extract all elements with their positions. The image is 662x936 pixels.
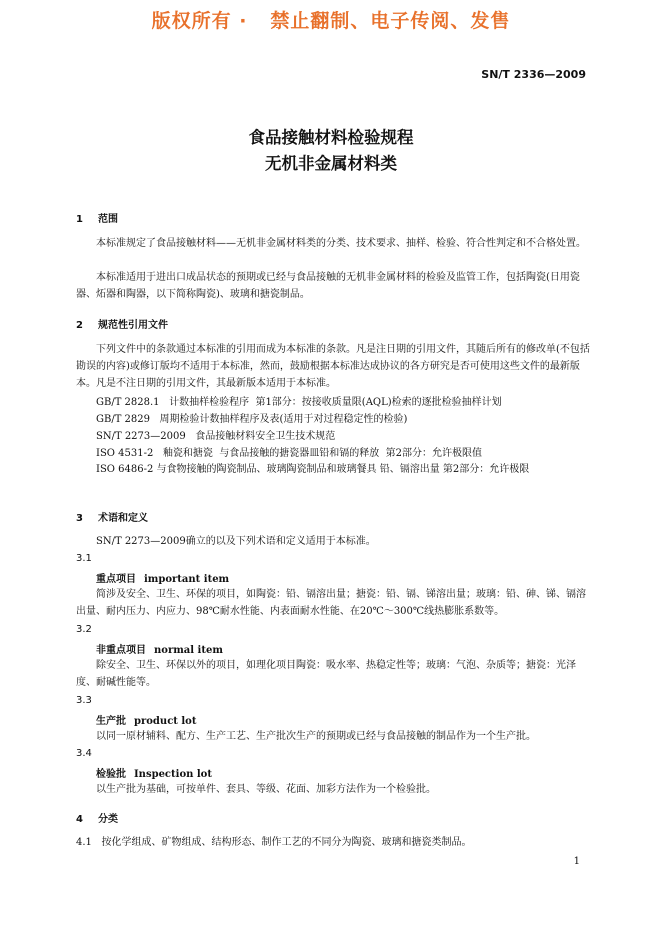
reference-item: GB/T 2828.1 计数抽样检验程序 第1部分：按接收质量限(AQL)检索的逐批检验抽样计划 [96,397,502,408]
standard-number: SN/T 2336—2009 [481,68,586,81]
term-cn: 非重点项目 [96,645,146,656]
page-number: 1 [573,856,580,867]
term-number: 3.3 [76,695,92,706]
section-3-heading [76,509,148,524]
term-title [96,765,212,780]
document-subtitle: 无机非金属材料类 [265,154,397,173]
term-cn: 重点项目 [96,574,136,585]
term-en: normal item [154,645,223,656]
paragraph: 本标准规定了食品接触材料——无机非金属材料类的分类、技术要求、抽样、检验、符合性判定和不合格处置。 [96,238,586,249]
watermark-banner: 版权所有 · 禁止翻制、电子传阅、发售 [151,10,511,32]
document-title: 食品接触材料检验规程 [248,128,414,147]
section-2-heading [76,316,168,331]
term-definition: 以生产批为基础，可按单件、套具、等级、花面、加彩方法作为一个检验批。 [96,784,436,795]
term-definition: 简涉及安全、卫生、环保的项目，如陶瓷：铅、镉溶出量；搪瓷：铅、镉、锑溶出量；玻璃：铅、砷、锑、镉溶出量、耐内压力、内应力、98℃耐水性能、内表面耐水性能、在20℃～300℃线热膨胀系数等。 [76,589,586,617]
term-en: important item [144,574,230,585]
term-title [96,641,223,656]
paragraph: 下列文件中的条款通过本标准的引用而成为本标准的条款。凡是注日期的引用文件，其随后所有的修改单(不包括勘误的内容)或修订版均不适用于本标准，然而，鼓励根据本标准达成协议的各方研究是否可使用这些文件的最新版本。凡是不注日期的引用文件，其最新版本适用于本标准。 [76,344,590,389]
paragraph: SN/T 2273—2009确立的以及下列术语和定义适用于本标准。 [96,536,376,547]
section-number: 3 [76,513,83,524]
term-title [96,570,229,585]
term-cn: 生产批 [96,716,126,727]
term-en: product lot [134,716,197,727]
section-4-heading [76,810,118,825]
paragraph: 本标准适用于进出口成品状态的预期或已经与食品接触的无机非金属材料的检验及监管工作，包括陶瓷(日用瓷器、炻器和陶器，以下简称陶瓷)、玻璃和搪瓷制品。 [76,272,580,300]
term-definition: 除安全、卫生、环保以外的项目，如理化项目陶瓷：吸水率、热稳定性等；玻璃：气泡、杂质等；搪瓷：光泽度、耐碱性能等。 [76,660,576,688]
term-number: 3.2 [76,624,92,635]
term-cn: 检验批 [96,769,126,780]
reference-item: GB/T 2829 周期检验计数抽样程序及表(适用于对过程稳定性的检验) [96,414,408,425]
reference-item: ISO 6486-2 与食物接触的陶瓷制品、玻璃陶瓷制品和玻璃餐具 铅、镉溶出量 第2部分：允许极限 [96,464,530,475]
clause-4-1: 4.1 按化学组成、矿物组成、结构形态、制作工艺的不同分为陶瓷、玻璃和搪瓷类制品。 [76,837,472,848]
term-number: 3.1 [76,553,92,564]
section-title: 范围 [98,214,118,225]
section-number: 2 [76,320,83,331]
section-number: 1 [76,214,83,225]
section-title: 规范性引用文件 [98,320,168,331]
reference-item: ISO 4531-2 釉瓷和搪瓷 与食品接触的搪瓷器皿铅和镉的释放 第2部分：允许极限值 [96,448,482,459]
term-title [96,712,196,727]
term-number: 3.4 [76,748,92,759]
term-definition: 以同一原材辅料、配方、生产工艺、生产批次生产的预期或已经与食品接触的制品作为一个生产批。 [96,731,536,742]
section-title: 分类 [98,814,118,825]
term-en: Inspection lot [134,769,212,780]
section-1-heading [76,210,118,225]
section-title: 术语和定义 [98,513,148,524]
reference-item: SN/T 2273—2009 食品接触材料安全卫生技术规范 [96,431,336,442]
section-number: 4 [76,814,83,825]
